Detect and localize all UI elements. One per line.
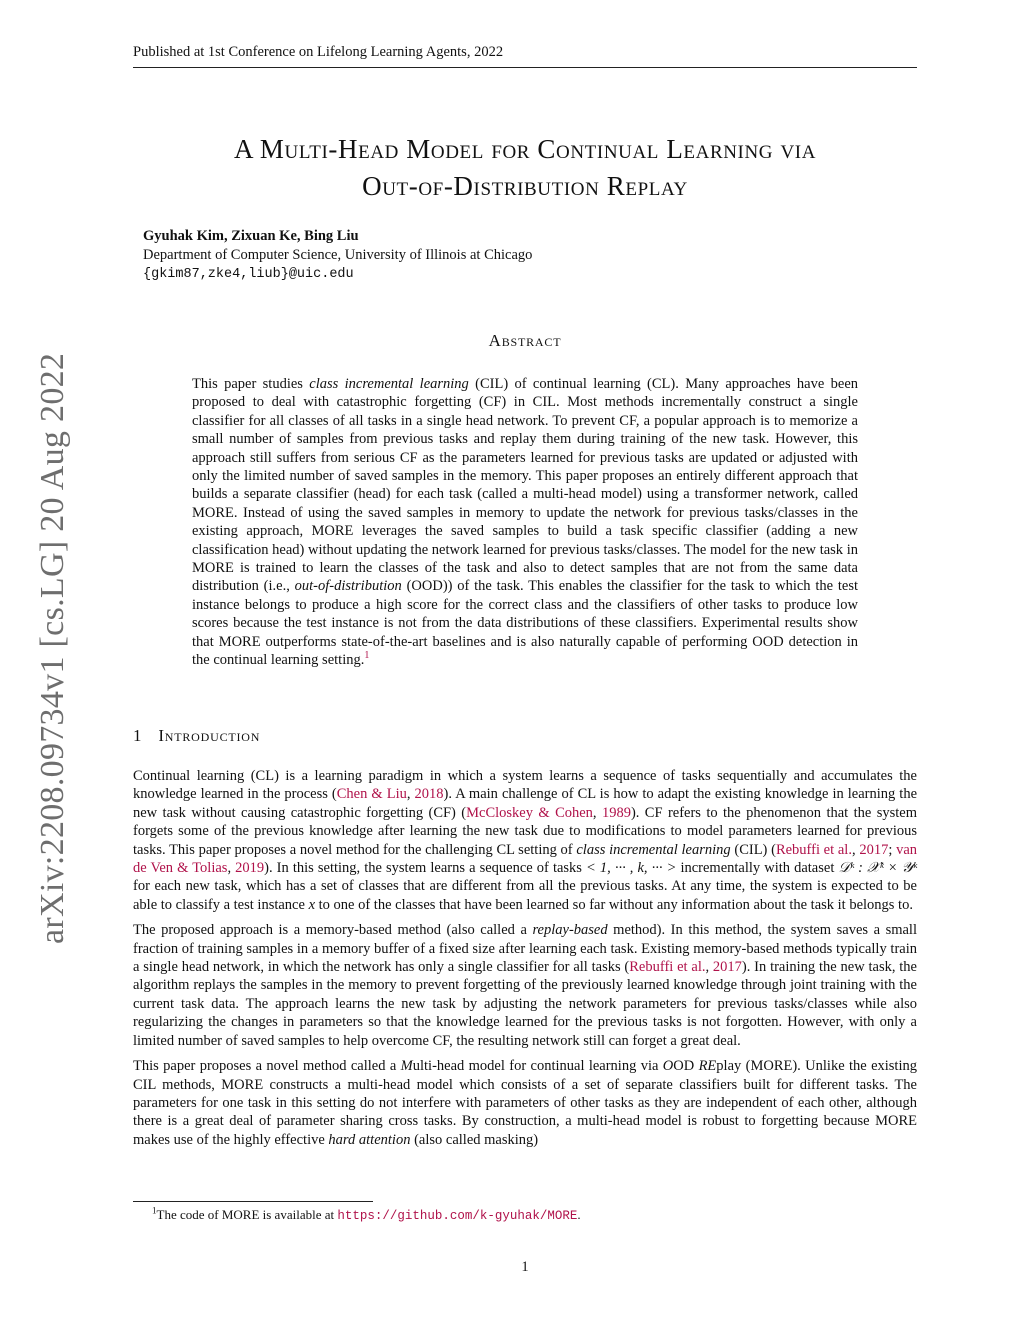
title-line-1: A Multi-Head Model for Continual Learning via (233, 134, 817, 164)
footnote: $^1$The code of MORE is available at https://github.com/k-gyuhak/MORE. (152, 1205, 581, 1223)
code-url-link[interactable]: https://github.com/k-gyuhak/MORE (337, 1209, 578, 1223)
citation-link[interactable]: 2018 (414, 786, 444, 803)
math-expression: x (308, 896, 315, 913)
section-heading (133, 726, 260, 746)
emphasis: RE (698, 1058, 717, 1075)
paragraph: This paper proposes a novel method called a Multi-head model for continual learning via OOD REplay (MORE). Unlike the existing CIL methods, MORE constructs a multi-head model which consists of a set of separate classifiers built for different tasks. The parameters for one task in this setting do not interfere with parameters of other tasks as they are independent of each other, although there is a great deal of parameter sharing cross tasks. By construction, a multi-head model is robust to forgetting because MORE makes use of the highly effective hard attention (also called masking) (133, 1058, 917, 1148)
author-email: {gkim87,zke4,liub}@uic.edu (143, 267, 354, 282)
citation-link[interactable]: 2019 (235, 860, 265, 877)
emphasis: class incremental learning (576, 841, 731, 858)
paragraph: The proposed approach is a memory-based method (also called a replay-based method). In this method, the system saves a small fraction of training samples in a memory buffer of a fixed size after learning each task. Existing memory-based methods typically train a single head network, in which the network has only a single classifier for all tasks (Rebuffi et al., 2017). In training the new task, the algorithm replays the samples in the memory to prevent forgetting of the previously learned knowledge through joint training with the current task data. The approach learns the new task by adjusting the network parameters for previous tasks/classes while also regularizing the changes in parameters so that the knowledge learned for the previous tasks is not forgotten. However, with only a limited number of saved samples to help overcome CF, the resulting network still can forget a great deal. (133, 922, 917, 1049)
author-names: Gyuhak Kim, Zixuan Ke, Bing Liu (143, 228, 359, 244)
paper-title (133, 131, 917, 205)
abstract-emphasis: class incremental learning (309, 376, 469, 392)
introduction-body (133, 767, 917, 1156)
citation-link[interactable]: Rebuffi et al. (775, 841, 852, 858)
section-number: 1 (133, 726, 143, 745)
author-block (143, 227, 532, 284)
citation-link[interactable]: Rebuffi et al. (629, 959, 706, 976)
math-expression: < 1, ··· , k, ··· > (586, 860, 677, 877)
citation-link[interactable]: 1989 (601, 804, 631, 821)
citation-link[interactable]: Chen & Liu (336, 786, 407, 803)
citation-link[interactable]: 2017 (712, 959, 742, 976)
citation-link[interactable]: 2017 (859, 841, 889, 858)
footnote-number: 1 (152, 1205, 157, 1216)
citation-link[interactable]: McCloskey & Cohen (466, 804, 593, 821)
running-header: Published at 1st Conference on Lifelong Learning Agents, 2022 (133, 44, 917, 68)
abstract-text: This paper studies class incremental learning (CIL) of continual learning (CL). Many approaches have been proposed to deal with catastrophic forgetting (CF) in CIL. Most methods incrementally construct a single classifier for all classes of all tasks in a single head network. To prevent CF, a popular approach is to memorize a small number of samples from previous tasks and replay them during training of the new task. However, this approach still suffers from serious CF as the parameters learned for previous tasks are updated or adjusted with only the limited number of saved samples in the memory. This paper proposes an entirely different approach that builds a separate classifier (head) for each task (called a multi-head model) using a transformer network, called MORE. Instead of using the saved samples in memory to update the network for previous tasks/classes in the existing approach, MORE leverages the saved samples to build a task specific classifier (adding a new classification head) without updating the network learned for previous tasks/classes. The model for the new task in MORE is trained to learn the classes of the task and also to detect samples that are not from the same data distribution (i.e., out-of-distribution (OOD)) of the task. This enables the classifier for the task to which the test instance belongs to produce a high score for the correct class and the classifiers of other tasks to produce low scores because the test instance is not from the data distributions of these classifiers. Experimental results show that MORE outperforms state-of-the-art baselines and is also naturally capable of performing OOD detection in the continual learning setting.$^1$ (192, 376, 859, 669)
abstract-emphasis: out-of-distribution (294, 578, 402, 595)
paragraph: Continual learning (CL) is a learning paradigm in which a system learns a sequence of tasks sequentially and accumulates the knowledge learned in the process (Chen & Liu, 2018). A main challenge of CL is how to adapt the existing knowledge in learning the new task without causing catastrophic forgetting (CF) (McCloskey & Cohen, 1989). CF refers to the phenomenon that the system forgets some of the previous knowledge after learning the new task due to modifications to model parameters learned for previous tasks. This paper proposes a novel method for the challenging CL setting of class incremental learning (CIL) (Rebuffi et al., 2017; van de Ven & Tolias, 2019). In this setting, the system learns a sequence of tasks < 1, ··· , k, ··· > incrementally with dataset 𝒟ᵏ : 𝒳ᵏ × 𝒴ᵏ for each new task, which has a set of classes that are different from all the previous tasks. At any time, the system is expected to be able to classify a test instance x to one of the classes that have been learned so far without any information about the task it belongs to. (133, 768, 918, 913)
section-title: Introduction (158, 726, 261, 745)
emphasis: M (400, 1058, 413, 1075)
abstract-heading: Abstract (488, 331, 562, 350)
emphasis: O (662, 1058, 674, 1075)
citation-link[interactable]: van de Ven & Tolias (133, 841, 917, 877)
footnote-marker[interactable]: 1 (364, 650, 370, 662)
title-line-2: Out-of-Distribution Replay (362, 171, 688, 201)
affiliation: Department of Computer Science, University of Illinois at Chicago (143, 247, 533, 263)
emphasis: replay-based (532, 922, 608, 939)
page-number: 1 (521, 1259, 529, 1275)
emphasis: hard attention (328, 1131, 411, 1148)
arxiv-stamp: arXiv:2208.09734v1 [cs.LG] 20 Aug 2022 (34, 352, 71, 944)
math-expression: 𝒟ᵏ : 𝒳ᵏ × 𝒴ᵏ (838, 860, 917, 877)
footnote-divider (133, 1201, 373, 1202)
